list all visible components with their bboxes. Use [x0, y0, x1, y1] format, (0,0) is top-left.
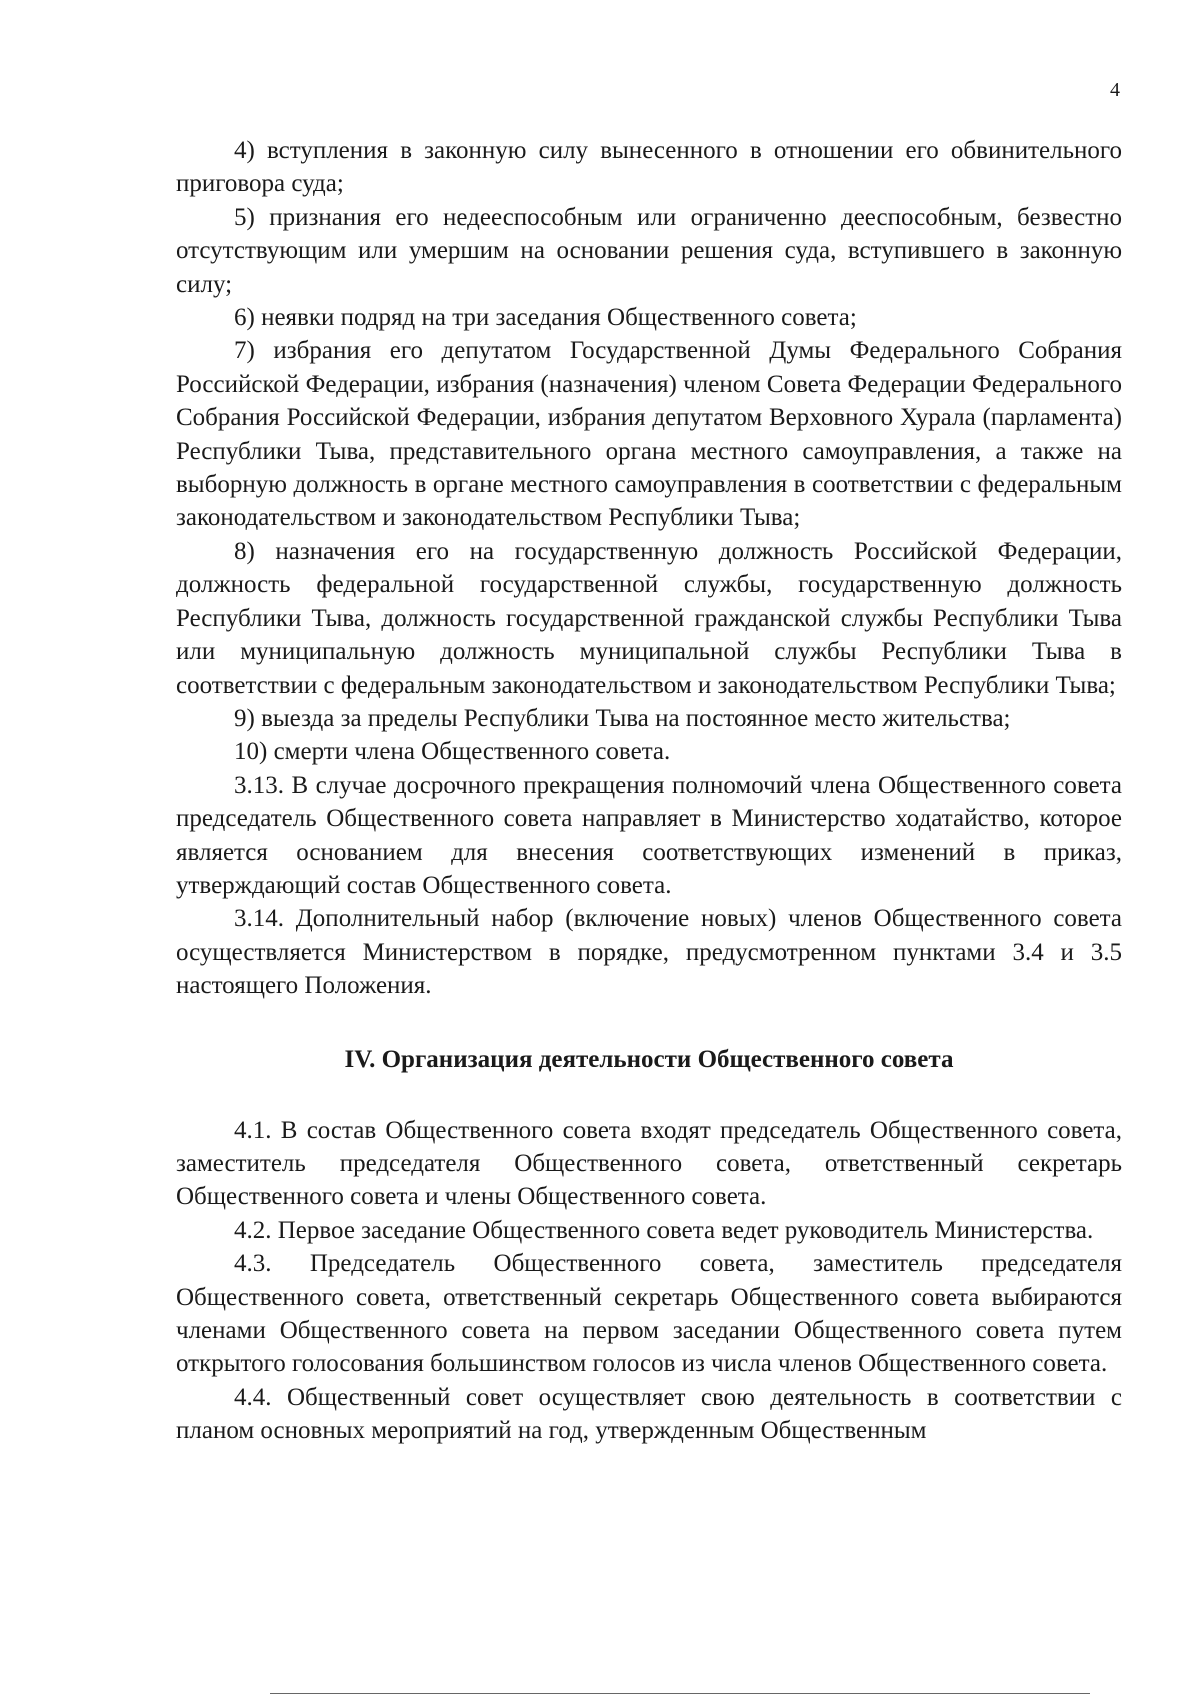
paragraph-item-6: 6) неявки подряд на три заседания Общественного совета; [234, 304, 857, 332]
document-body [176, 134, 1122, 1448]
paragraph-4-2: 4.2. Первое заседание Общественного совета ведет руководитель Министерства. [234, 1216, 1094, 1244]
paragraph-item-5: 5) признания его недееспособным или ограниченно дееспособным, безвестно отсутствующим или умершим на основании решения суда, вступившего в законную силу; [176, 203, 1122, 298]
paragraph-item-4: 4) вступления в законную силу вынесенного в отношении его обвинительного приговора суда; [176, 137, 1122, 198]
paragraph-item-9: 9) выезда за пределы Республики Тыва на постоянное место жительства; [234, 704, 1011, 732]
paragraph-item-7: 7) избрания его депутатом Государственной Думы Федерального Собрания Российской Федерации, избрания (назначения) членом Совета Федерации Федерального Собрания Российской Федерации, избрания депутатом Верховного Хурала (парламента) Республики Тыва, представительного органа местного самоуправления, а также на выборную должность в органе местного самоуправления в соответствии с федеральным законодательством и законодательством Республики Тыва; [176, 337, 1122, 532]
footer-rule [270, 1693, 1090, 1694]
paragraph-item-10: 10) смерти члена Общественного совета. [234, 738, 671, 766]
page-number: 4 [1110, 79, 1120, 101]
paragraph-4-1: 4.1. В состав Общественного совета входят председатель Общественного совета, заместитель председателя Общественного совета, ответственный секретарь Общественного совета и члены Общественного совета. [176, 1116, 1122, 1211]
paragraph-4-3: 4.3. Председатель Общественного совета, заместитель председателя Общественного совета, ответственный секретарь Общественного совета выбираются членами Общественного совета на первом заседании Общественного совета путем открытого голосования большинством голосов из числа членов Общественного совета. [176, 1250, 1122, 1378]
paragraph-4-4: 4.4. Общественный совет осуществляет свою деятельность в соответствии с планом основных мероприятий на год, утвержденным Общественным [176, 1383, 1122, 1445]
paragraph-3-13: 3.13. В случае досрочного прекращения полномочий члена Общественного совета председатель Общественного совета направляет в Министерство ходатайство, которое является основанием для внесения соответствующих изменений в приказ, утверждающий состав Общественного совета. [176, 771, 1122, 899]
paragraph-item-8: 8) назначения его на государственную должность Российской Федерации, должность федеральной государственной службы, государственную должность Республики Тыва, должность государственной гражданской службы Республики Тыва или муниципальную должность муниципальной службы Республики Тыва в соответствии с федеральным законодательством и законодательством Республики Тыва; [176, 537, 1122, 699]
section-heading: IV. Организация деятельности Общественного совета [344, 1045, 954, 1073]
paragraph-3-14: 3.14. Дополнительный набор (включение новых) членов Общественного совета осуществляется Министерством в порядке, предусмотренном пунктами 3.4 и 3.5 настоящего Положения. [176, 905, 1122, 1000]
